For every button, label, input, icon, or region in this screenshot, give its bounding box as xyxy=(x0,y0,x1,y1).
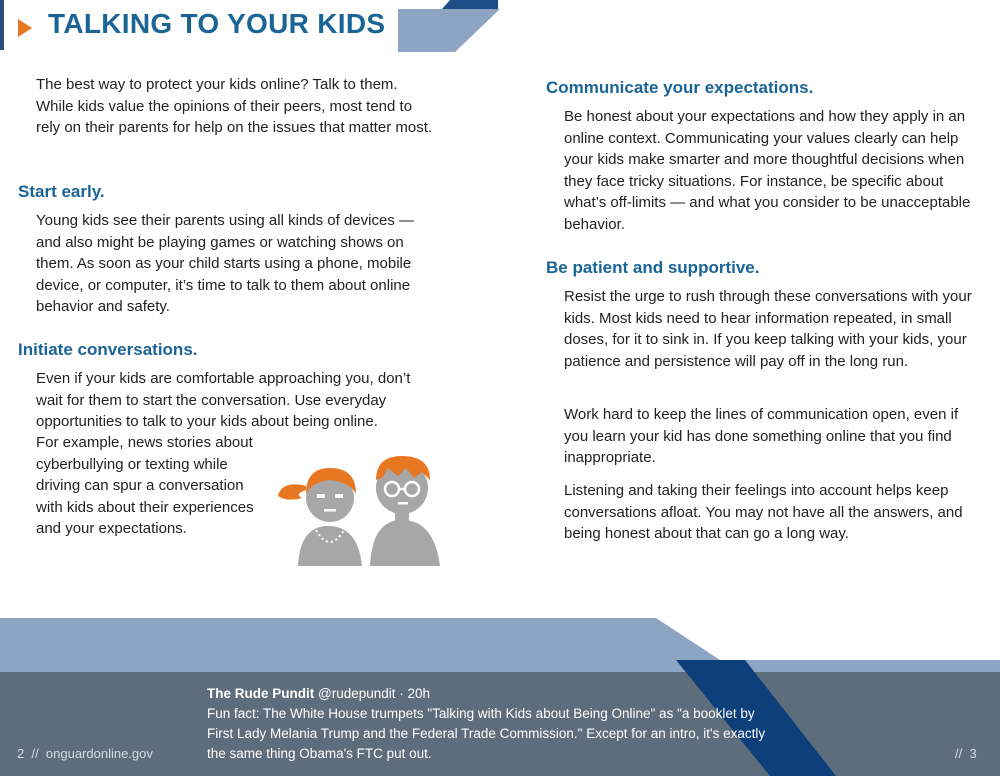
heading-initiate-conversations: Initiate conversations. xyxy=(18,340,198,359)
tweet-timestamp[interactable]: · 20h xyxy=(399,686,431,701)
footer-left-page: 2 // onguardonline.gov xyxy=(17,746,153,761)
heading-be-patient: Be patient and supportive. xyxy=(546,258,760,277)
intro-paragraph: The best way to protect your kids online? Talk to them. While kids value the opinions of their peers, most tend to rely on their parents for help on the issues that matter most. xyxy=(36,76,433,136)
initiate-conversations-body-wrap: For example, news stories about cyberbullying or texting while driving can spur a conversation with kids about their experiences and your expectations. xyxy=(36,434,254,537)
header-decoration xyxy=(395,0,505,52)
kids-illustration xyxy=(272,450,448,568)
title-arrow-icon xyxy=(18,19,32,37)
girl-figure xyxy=(278,468,362,566)
page-title: TALKING TO YOUR KIDS xyxy=(48,8,386,39)
tweet-author-name[interactable]: The Rude Pundit xyxy=(207,686,315,701)
be-patient-body-3: Listening and taking their feelings into account helps keep conversations afloat. You may not have all the answers, and being honest about that can go a long way. xyxy=(564,482,963,542)
tweet-text: Fun fact: The White House trumpets "Talking with Kids about Being Online" as "a booklet by First Lady Melania Trump and the Federal Trade Commission." Except for an intro, it's exactly the same thing Obama's FTC put out. xyxy=(207,706,766,761)
be-patient-body: Resist the urge to rush through these conversations with your kids. Most kids need to hear information repeated, in small doses, for it to sink in. If you keep talking with your kids, your patience and persistence will pay off in the long run. xyxy=(564,288,972,370)
tweet-header xyxy=(207,684,767,704)
heading-communicate-expectations: Communicate your expectations. xyxy=(546,78,814,97)
initiate-conversations-body: Even if your kids are comfortable approaching you, don’t wait for them to start the conversation. Use everyday opportunities to talk to your kids about being online. xyxy=(36,370,411,430)
communicate-expectations-body: Be honest about your expectations and how they apply in an online context. Communicating your values clearly can help your kids make smarter and more thoughtful decisions when they face tricky situations. For instance, be specific about what’s off-limits — and what you consider to be unacceptable behavior. xyxy=(564,108,971,233)
be-patient-body-2: Work hard to keep the lines of communication open, even if you learn your kid has done something online that you find inappropriate. xyxy=(564,406,959,466)
start-early-body: Young kids see their parents using all kinds of devices — and also might be playing games or watching shows on them. As soon as your child starts using a phone, mobile device, or computer, it’s time to talk to them about online behavior and safety. xyxy=(36,212,414,315)
title-accent-bar xyxy=(0,0,4,50)
tweet-author-handle[interactable]: @rudepundit xyxy=(318,686,396,701)
boy-figure xyxy=(370,456,440,566)
tweet-overlay xyxy=(207,684,767,764)
heading-start-early: Start early. xyxy=(18,182,105,201)
footer-right-page: // 3 xyxy=(955,746,977,761)
